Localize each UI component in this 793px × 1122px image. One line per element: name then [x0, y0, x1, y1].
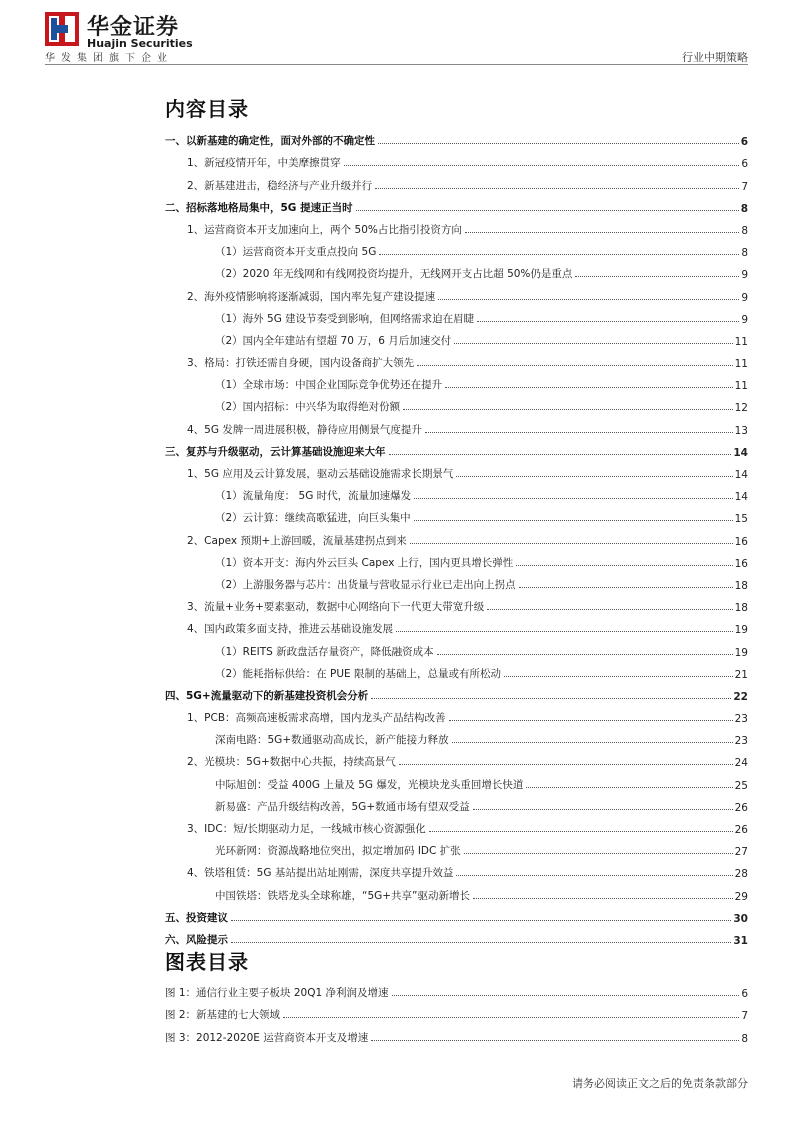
toc-entry-page: 19 — [734, 646, 748, 659]
toc-entry-text: 三、复苏与升级驱动，云计算基础设施迎来大年 — [165, 445, 386, 458]
figure-list — [165, 977, 748, 1045]
toc-entry-page: 6 — [741, 158, 748, 171]
toc-entry[interactable] — [165, 769, 748, 791]
toc-entry-page: 9 — [741, 313, 748, 326]
toc-entry-text: 3、IDC：短/长期驱动力足，一线城市核心资源强化 — [187, 823, 426, 835]
toc-entry-text: 图 1：通信行业主要子板块 20Q1 净利润及增速 — [165, 986, 389, 999]
toc-entry-page: 9 — [741, 291, 748, 304]
dot-leader — [356, 210, 739, 211]
dot-leader — [396, 631, 732, 632]
toc-entry-page: 18 — [734, 602, 748, 615]
dot-leader — [379, 254, 739, 255]
toc-entry[interactable] — [165, 281, 748, 303]
toc-entry-text: 六、风险提示 — [165, 933, 228, 946]
toc-entry[interactable] — [165, 659, 748, 681]
toc-entry-page: 8 — [741, 224, 748, 237]
dot-leader — [526, 787, 732, 788]
toc-entry[interactable] — [165, 392, 748, 414]
toc-entry[interactable] — [165, 747, 748, 769]
toc-entry-page: 18 — [734, 579, 748, 592]
toc-entry-page: 16 — [734, 557, 748, 570]
toc-entry[interactable] — [165, 858, 748, 880]
toc-entry-text: （1）运营商资本开支重点投向 5G — [215, 246, 377, 259]
toc-entry-page: 11 — [734, 358, 748, 371]
dot-leader — [410, 543, 733, 544]
toc-entry[interactable] — [165, 880, 748, 902]
dot-leader — [449, 720, 733, 721]
toc-entry-page: 14 — [734, 469, 748, 481]
toc-entry-text: （2）能耗指标供给：在 PUE 限制的基础上，总量或有所松动 — [215, 667, 502, 680]
report-type-label: 行业中期策略 — [682, 51, 748, 64]
toc-entry[interactable] — [165, 459, 748, 481]
dot-leader — [403, 409, 732, 410]
toc-entry-text: （1）REITS 新政盘活存量资产，降低融资成本 — [215, 645, 434, 658]
group-tagline: 华发集团旗下企业 — [45, 53, 173, 64]
toc-entry[interactable] — [165, 237, 748, 259]
dot-leader — [477, 321, 739, 322]
dot-leader — [231, 942, 731, 943]
toc-entry-text: 中国铁塔：铁塔龙头全球称雄，“5G+共享”驱动新增长 — [215, 889, 470, 902]
toc-entry-text: 2、光模块：5G+数据中心共振，持续高景气 — [187, 756, 396, 769]
toc-entry-text: （1）流量角度： 5G 时代，流量加速爆发 — [215, 490, 412, 503]
dot-leader — [465, 232, 739, 233]
dot-leader — [487, 609, 732, 610]
toc-entry-text: （2）云计算：继续高歌猛进，向巨头集中 — [215, 512, 411, 525]
toc-entry-page: 28 — [734, 868, 748, 881]
toc-entry[interactable] — [165, 925, 748, 947]
toc-entry-page: 23 — [734, 713, 748, 726]
toc-entry-page: 23 — [734, 735, 748, 748]
toc-entry-text: 一、以新基建的确定性，面对外部的不确定性 — [165, 135, 375, 148]
toc-entry[interactable] — [165, 614, 748, 636]
dot-leader — [344, 165, 740, 166]
toc-entry-text: 3、格局：打铁还需自身硬，国内设备商扩大领先 — [187, 357, 415, 370]
dot-leader — [392, 995, 740, 996]
toc-entry-text: 3、流量+业务+要素驱动，数据中心网络向下一代更大带宽升级 — [187, 601, 485, 614]
toc-entry[interactable] — [165, 414, 748, 436]
dot-leader — [473, 898, 733, 899]
dot-leader — [414, 498, 732, 499]
toc-entry[interactable] — [165, 977, 748, 1000]
toc-entry-text: 1、新冠疫情开年，中美摩擦贯穿 — [187, 157, 341, 170]
toc-entry-page: 27 — [734, 846, 748, 859]
toc-entry[interactable] — [165, 215, 748, 237]
dot-leader — [473, 809, 733, 810]
toc-entry-text: 4、国内政策多面支持，推进云基础设施发展 — [187, 623, 394, 636]
dot-leader — [414, 520, 733, 521]
dot-leader — [456, 875, 732, 876]
brand-name-cn: 华金证券 — [87, 15, 180, 40]
toc-entry-page: 9 — [741, 269, 748, 282]
toc-entry-page: 14 — [734, 491, 748, 504]
toc-entry-page: 24 — [734, 757, 748, 770]
toc-entry-text: 4、5G 发牌一周进展积极，静待应用侧景气度提升 — [187, 423, 422, 436]
toc-title: 内容目录 — [165, 97, 249, 121]
dot-leader — [371, 1040, 739, 1041]
dot-leader — [454, 343, 732, 344]
toc-entry[interactable] — [165, 326, 748, 348]
toc-entry[interactable] — [165, 170, 748, 192]
toc-list — [165, 126, 748, 947]
toc-entry-page: 11 — [734, 380, 748, 393]
toc-entry[interactable] — [165, 836, 748, 858]
toc-entry[interactable] — [165, 570, 748, 592]
toc-entry-page: 21 — [734, 668, 748, 681]
toc-entry-page: 15 — [734, 513, 748, 526]
toc-entry[interactable] — [165, 503, 748, 525]
dot-leader — [504, 676, 733, 677]
toc-entry-text: （1）资本开支：海内外云巨头 Capex 上行，国内更具增长弹性 — [215, 556, 514, 569]
toc-entry-text: （2）2020 年无线网和有线网投资均提升，无线网开支占比超 50%仍是重点 — [215, 268, 573, 281]
toc-entry[interactable] — [165, 681, 748, 703]
toc-entry-page: 25 — [734, 779, 748, 792]
toc-entry-page: 6 — [740, 136, 748, 149]
dot-leader — [429, 831, 733, 832]
toc-entry-page: 7 — [741, 180, 748, 193]
toc-entry-page: 6 — [741, 987, 748, 1000]
toc-entry[interactable] — [165, 437, 748, 459]
toc-entry[interactable] — [165, 592, 748, 614]
toc-entry-text: 四、5G+流量驱动下的新基建投资机会分析 — [165, 689, 369, 702]
dot-leader — [375, 188, 739, 189]
dot-leader — [417, 365, 732, 366]
huajin-logo-icon — [45, 12, 79, 46]
toc-entry-text: 光环新网：资源战略地位突出，拟定增加码 IDC 扩张 — [215, 845, 461, 858]
toc-entry-text: （1）全球市场：中国企业国际竞争优势还在提升 — [215, 379, 443, 392]
header-divider — [45, 64, 748, 65]
toc-entry[interactable] — [165, 1000, 748, 1023]
brand-name-en: Huajin Securities — [87, 37, 193, 50]
toc-entry-page: 26 — [734, 801, 748, 814]
dot-leader — [437, 654, 733, 655]
toc-entry[interactable] — [165, 525, 748, 547]
toc-entry-page: 8 — [741, 247, 748, 260]
toc-entry-text: 1、PCB：高频高速板需求高增，国内龙头产品结构改善 — [187, 712, 446, 725]
toc-entry[interactable] — [165, 814, 748, 836]
toc-entry[interactable] — [165, 259, 748, 281]
toc-entry-text: 图 3：2012-2020E 运营商资本开支及增速 — [165, 1031, 369, 1044]
dot-leader — [425, 432, 733, 433]
dot-leader — [464, 853, 733, 854]
toc-entry-page: 22 — [733, 690, 748, 703]
toc-entry[interactable] — [165, 304, 748, 326]
toc-entry[interactable] — [165, 148, 748, 170]
toc-entry-text: 新易盛：产品升级结构改善，5G+数通市场有望双受益 — [215, 800, 470, 813]
toc-entry-text: （2）上游服务器与芯片：出货量与营收显示行业已走出向上拐点 — [215, 578, 516, 591]
dot-leader — [283, 1017, 739, 1018]
toc-entry-text: 2、Capex 预期+上游回暖，流量基建拐点到来 — [187, 534, 407, 547]
footer-disclaimer: 请务必阅读正文之后的免责条款部分 — [572, 1077, 748, 1090]
toc-entry-text: 五、投资建议 — [165, 911, 228, 924]
toc-entry-page: 13 — [734, 424, 748, 437]
toc-entry[interactable] — [165, 126, 748, 148]
toc-entry[interactable] — [165, 725, 748, 747]
toc-entry[interactable] — [165, 481, 748, 503]
toc-entry[interactable] — [165, 792, 748, 814]
toc-entry-text: （2）国内全年建站有望超 70 万，6 月后加速交付 — [215, 334, 452, 347]
dot-leader — [378, 143, 739, 144]
toc-entry-page: 16 — [734, 535, 748, 548]
toc-entry[interactable] — [165, 1022, 748, 1045]
toc-entry-page: 11 — [734, 335, 748, 348]
toc-entry-text: 4、铁塔租赁：5G 基站提出站址刚需，深度共享提升效益 — [187, 867, 454, 880]
toc-entry-page: 29 — [734, 890, 748, 903]
toc-entry-text: 二、招标落地格局集中，5G 提速正当时 — [165, 201, 353, 214]
toc-entry-text: （1）海外 5G 建设节奏受到影响，但网络需求迫在眉睫 — [215, 312, 475, 325]
toc-entry[interactable] — [165, 636, 748, 658]
toc-entry-text: 1、5G 应用及云计算发展，驱动云基础设施需求长期景气 — [187, 468, 454, 480]
dot-leader — [231, 920, 731, 921]
toc-entry-page: 31 — [733, 934, 748, 947]
toc-entry-page: 7 — [741, 1010, 748, 1022]
dot-leader — [516, 565, 732, 566]
toc-entry-page: 12 — [734, 402, 748, 415]
toc-entry-text: 1、运营商资本开支加速向上，两个 50%占比指引投资方向 — [187, 223, 462, 236]
dot-leader — [399, 764, 733, 765]
dot-leader — [389, 454, 732, 455]
dot-leader — [519, 587, 733, 588]
toc-entry-page: 19 — [734, 624, 748, 637]
dot-leader — [452, 742, 733, 743]
toc-entry-page: 30 — [733, 912, 748, 925]
toc-entry[interactable] — [165, 348, 748, 370]
toc-entry[interactable] — [165, 703, 748, 725]
toc-entry-text: 深南电路：5G+数通驱动高成长，新产能接力释放 — [215, 734, 449, 747]
toc-entry-text: 图 2：新基建的七大领域 — [165, 1009, 281, 1021]
toc-entry-page: 8 — [741, 1032, 748, 1045]
toc-entry-text: （2）国内招标：中兴华为取得绝对份额 — [215, 401, 401, 414]
toc-entry[interactable] — [165, 548, 748, 570]
toc-entry-page: 8 — [740, 202, 748, 215]
dot-leader — [445, 387, 732, 388]
dot-leader — [371, 698, 731, 699]
toc-entry-text: 中际旭创：受益 400G 上量及 5G 爆发，光模块龙头重回增长快道 — [215, 778, 524, 791]
toc-entry-text: 2、新基建进击，稳经济与产业升级并行 — [187, 179, 373, 192]
page-header — [45, 8, 748, 66]
toc-entry-page: 14 — [733, 446, 748, 459]
toc-entry-text: 2、海外疫情影响将逐渐减弱，国内率先复产建设提速 — [187, 290, 436, 303]
dot-leader — [575, 276, 739, 277]
dot-leader — [456, 476, 732, 477]
toc-entry[interactable] — [165, 903, 748, 925]
toc-entry[interactable] — [165, 370, 748, 392]
dot-leader — [438, 299, 739, 300]
toc-entry[interactable] — [165, 193, 748, 215]
toc-entry-page: 26 — [734, 824, 748, 836]
figure-list-title: 图表目录 — [165, 950, 249, 974]
